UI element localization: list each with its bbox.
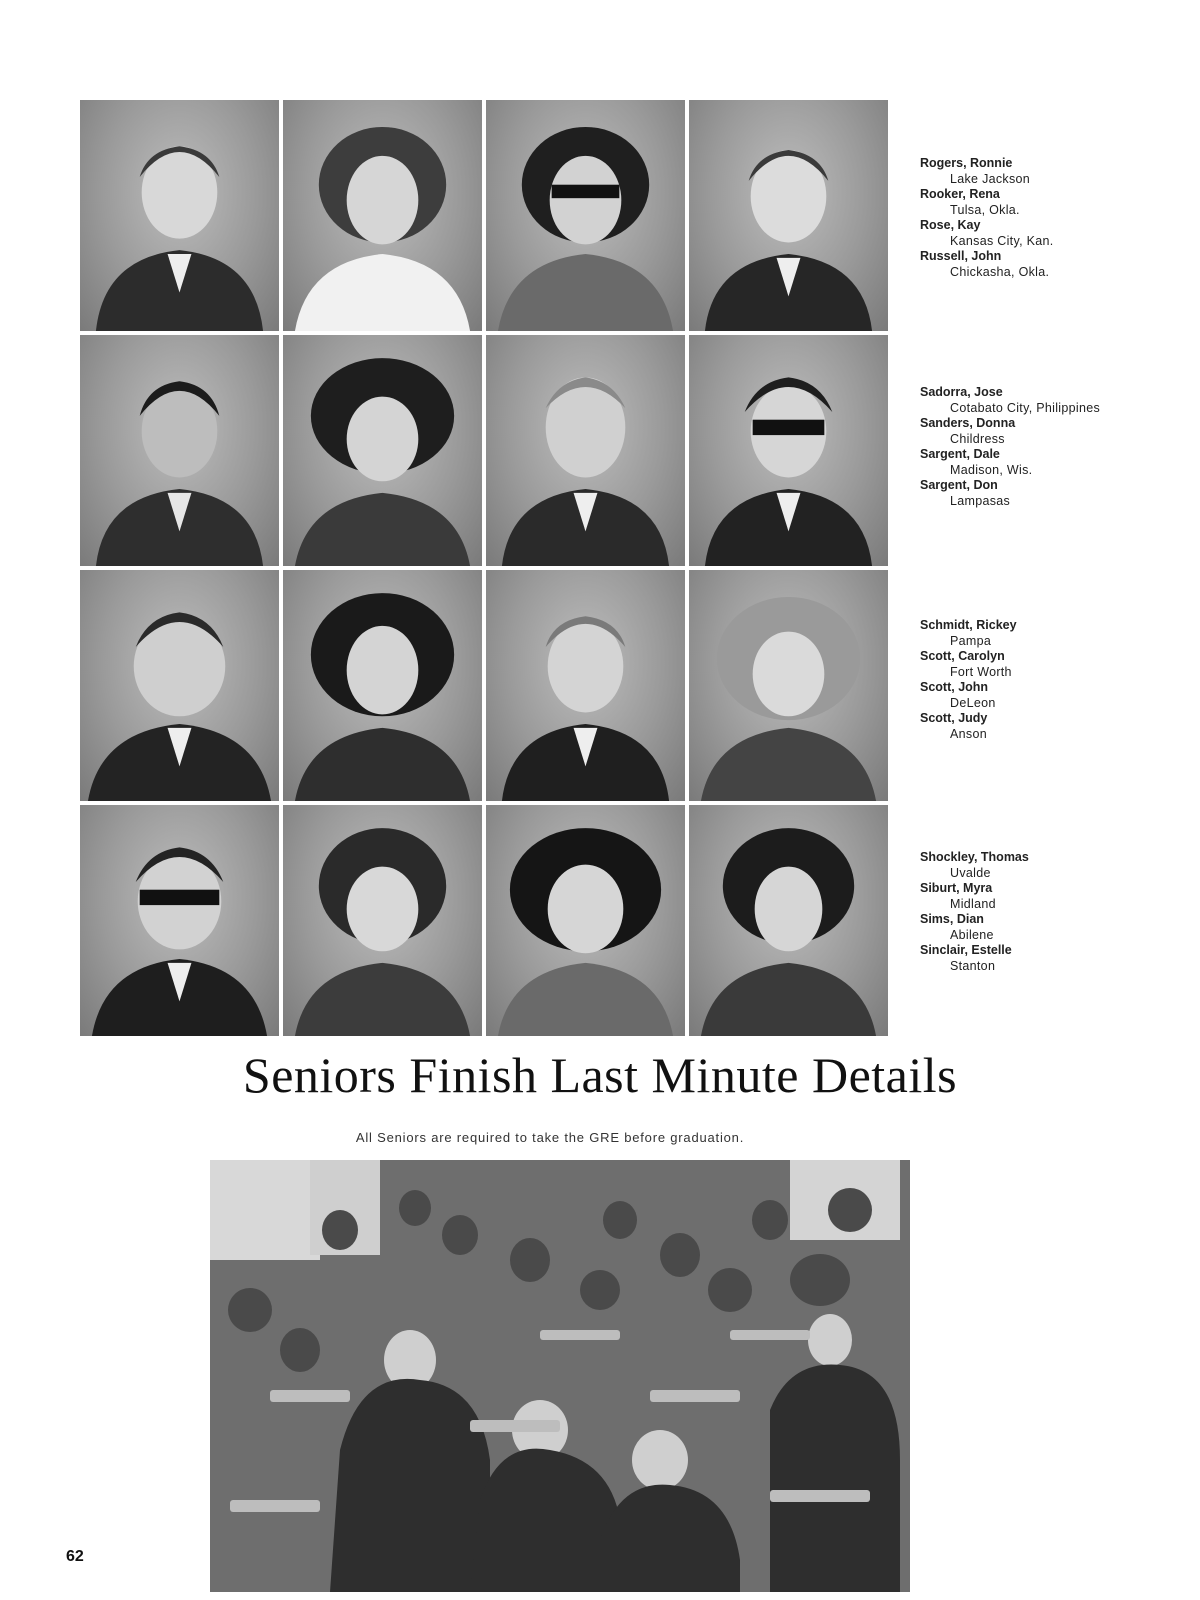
student-name: Rogers, Ronnie — [920, 156, 1013, 170]
name-entry — [920, 943, 1180, 974]
page-number: 62 — [66, 1548, 84, 1565]
student-name: Sanders, Donna — [920, 416, 1016, 430]
student-hometown: Cotabato City, Philippines — [950, 400, 1101, 415]
student-hometown: Lampasas — [950, 493, 1011, 508]
name-entry — [920, 881, 1180, 912]
portrait-photo — [689, 100, 888, 331]
portrait-photo — [283, 570, 482, 801]
student-name: Shockley, Thomas — [920, 850, 1029, 864]
classroom-photo — [210, 1160, 910, 1592]
name-entry — [920, 156, 1180, 187]
portrait-photo — [689, 805, 888, 1036]
student-name: Sims, Dian — [920, 912, 984, 926]
name-entry — [920, 478, 1180, 509]
student-hometown: Lake Jackson — [950, 171, 1031, 186]
portrait-photo — [80, 805, 279, 1036]
student-name: Sadorra, Jose — [920, 385, 1003, 399]
student-name: Sargent, Don — [920, 478, 998, 492]
name-entry — [920, 416, 1180, 447]
portrait-photo — [486, 805, 685, 1036]
name-entry — [920, 850, 1180, 881]
name-entry — [920, 618, 1180, 649]
name-entry — [920, 447, 1180, 478]
name-entry — [920, 187, 1180, 218]
student-hometown: Tulsa, Okla. — [950, 202, 1020, 217]
student-hometown: Pampa — [950, 633, 992, 648]
student-name: Scott, Judy — [920, 711, 988, 725]
portrait-photo — [283, 335, 482, 566]
student-name: Rose, Kay — [920, 218, 981, 232]
portrait-photo — [80, 570, 279, 801]
student-hometown: Midland — [950, 896, 996, 911]
page-headline: Seniors Finish Last Minute Details — [242, 1047, 958, 1103]
student-name: Russell, John — [920, 249, 1002, 263]
portrait-photo — [283, 805, 482, 1036]
name-list-row-1 — [920, 156, 1180, 280]
student-name: Sinclair, Estelle — [920, 943, 1012, 957]
student-hometown: Abilene — [950, 927, 994, 942]
name-entry — [920, 249, 1180, 280]
portrait-photo — [80, 100, 279, 331]
student-name: Scott, Carolyn — [920, 649, 1005, 663]
portrait-photo — [80, 335, 279, 566]
portrait-photo — [283, 100, 482, 331]
student-name: Sargent, Dale — [920, 447, 1000, 461]
portrait-photo — [486, 335, 685, 566]
student-hometown: Madison, Wis. — [950, 462, 1033, 477]
photo-caption: All Seniors are required to take the GRE before graduation. — [355, 1130, 745, 1145]
name-list-row-2 — [920, 385, 1180, 509]
student-name: Siburt, Myra — [920, 881, 993, 895]
student-name: Schmidt, Rickey — [920, 618, 1017, 632]
name-entry — [920, 711, 1180, 742]
name-entry — [920, 385, 1180, 416]
student-hometown: Stanton — [950, 958, 996, 973]
portrait-photo — [486, 100, 685, 331]
portrait-grid — [80, 100, 888, 1036]
portrait-photo — [486, 570, 685, 801]
student-hometown: Anson — [950, 726, 987, 741]
student-hometown: Fort Worth — [950, 664, 1012, 679]
name-entry — [920, 680, 1180, 711]
portrait-photo — [689, 335, 888, 566]
student-name: Scott, John — [920, 680, 989, 694]
student-hometown: Kansas City, Kan. — [950, 233, 1054, 248]
student-hometown: Childress — [950, 431, 1005, 446]
name-list-row-4 — [920, 850, 1180, 974]
name-entry — [920, 649, 1180, 680]
name-list-row-3 — [920, 618, 1180, 742]
name-entry — [920, 912, 1180, 943]
student-hometown: Uvalde — [950, 865, 991, 880]
name-entry — [920, 218, 1180, 249]
student-hometown: DeLeon — [950, 695, 996, 710]
student-name: Rooker, Rena — [920, 187, 1000, 201]
student-hometown: Chickasha, Okla. — [950, 264, 1050, 279]
portrait-photo — [689, 570, 888, 801]
